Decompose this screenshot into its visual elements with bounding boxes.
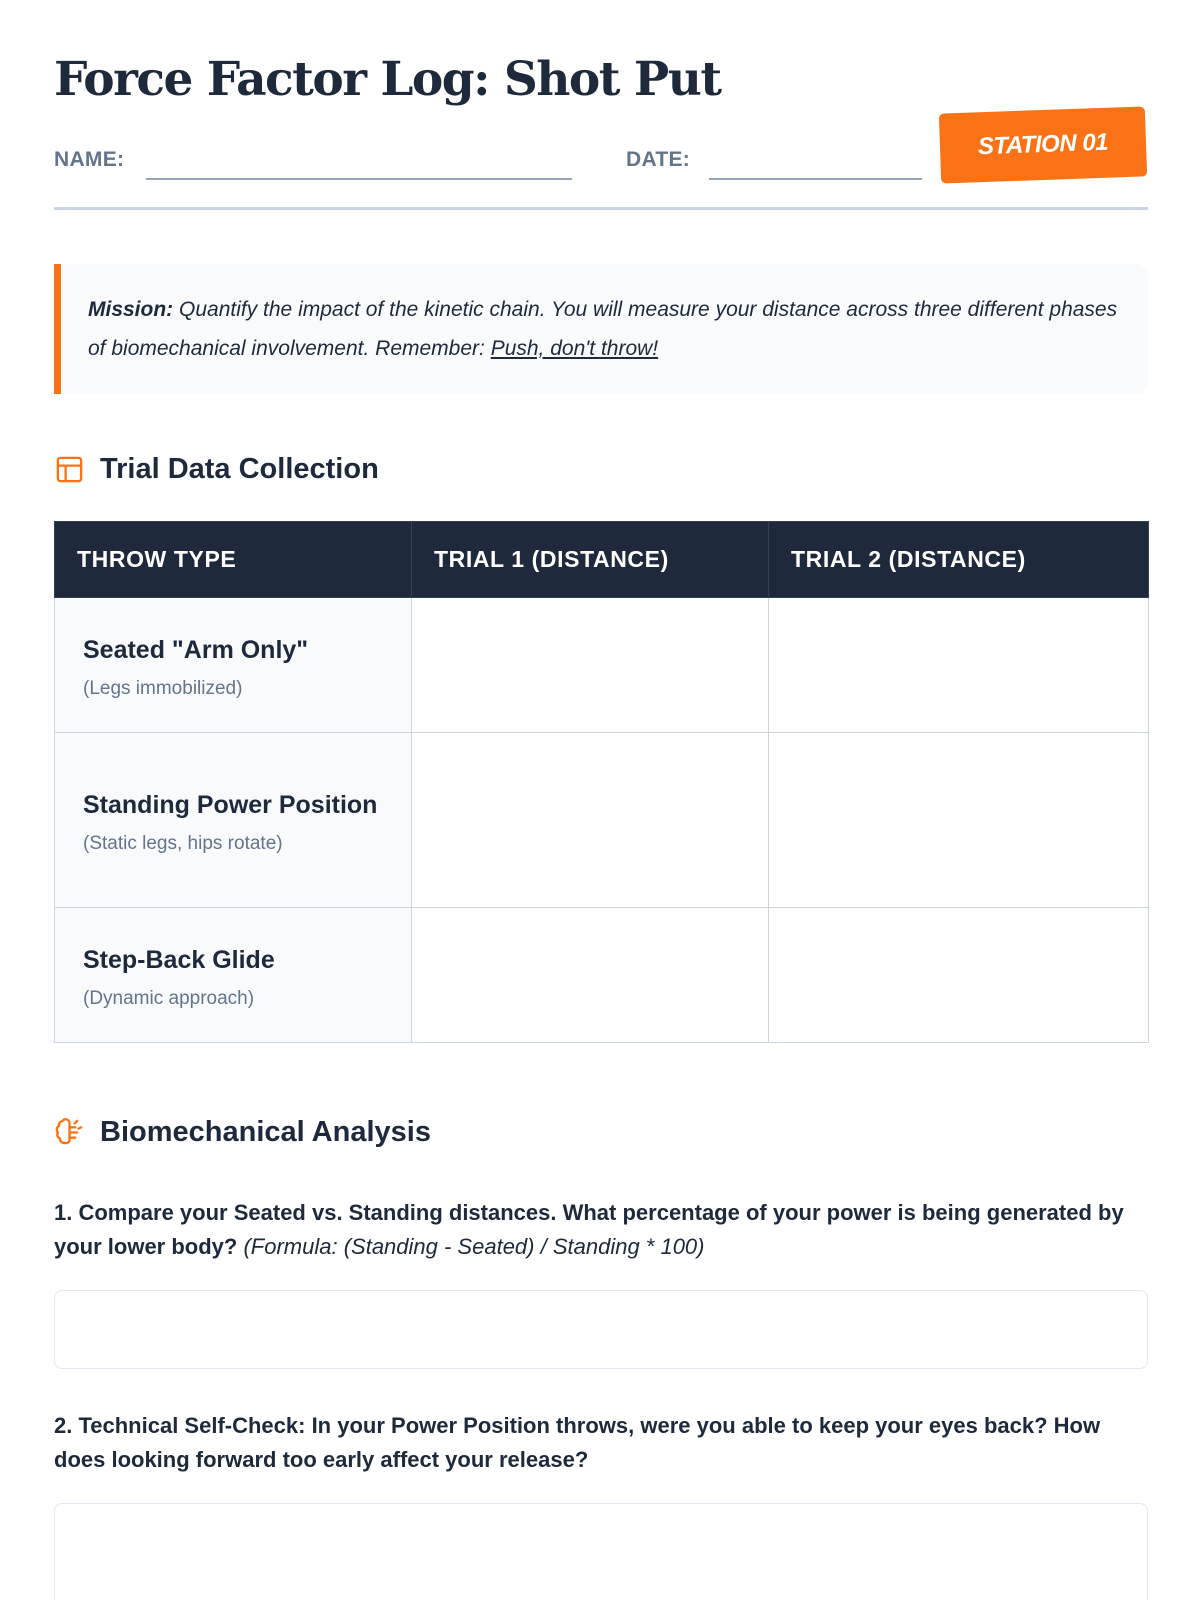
page-title: Force Factor Log: Shot Put [54, 52, 721, 107]
brain-icon [54, 1117, 85, 1148]
question-1 [54, 1196, 1148, 1264]
table-row [55, 908, 1149, 1043]
throw-type-cell [55, 908, 412, 1043]
mission-text: Quantify the impact of the kinetic chain. You will measure your distance across three different phases of biomechanical involvement. Remember: [88, 298, 1118, 360]
trial-2-cell[interactable] [769, 733, 1149, 908]
throw-type-name: Standing Power Position [83, 791, 378, 819]
table-row [55, 598, 1149, 733]
table-icon [54, 454, 85, 485]
header-divider [54, 207, 1148, 210]
name-label: NAME: [54, 148, 125, 171]
trial-section-title: Trial Data Collection [100, 453, 379, 485]
station-badge: STATION 01 [939, 106, 1147, 183]
question-2-text: 2. Technical Self-Check: In your Power Position throws, were you able to keep your eyes back? How does looking forward too early affect your release? [54, 1413, 1101, 1472]
trial-section-header [54, 453, 379, 486]
trial-2-cell[interactable] [769, 908, 1149, 1043]
answer-box-1[interactable] [54, 1290, 1148, 1369]
date-input-line[interactable] [709, 178, 922, 180]
throw-type-name: Step-Back Glide [83, 946, 275, 974]
throw-type-cell [55, 598, 412, 733]
mission-emphasis: Push, don't throw! [490, 337, 659, 360]
throw-type-note: (Legs immobilized) [83, 678, 243, 699]
question-2 [54, 1409, 1148, 1477]
name-input-line[interactable] [146, 178, 572, 180]
trial-1-cell[interactable] [412, 733, 769, 908]
table-row [55, 733, 1149, 908]
mission-callout [54, 264, 1148, 394]
date-label: DATE: [626, 148, 691, 171]
trial-2-cell[interactable] [769, 598, 1149, 733]
analysis-section-header [54, 1116, 431, 1149]
question-1-formula: (Formula: (Standing - Seated) / Standing * 100) [243, 1234, 705, 1259]
column-header-throw-type: THROW TYPE [55, 522, 412, 598]
throw-type-note: (Static legs, hips rotate) [83, 833, 283, 854]
column-header-trial-1: TRIAL 1 (DISTANCE) [412, 522, 769, 598]
mission-lead: Mission: [88, 298, 174, 321]
trial-1-cell[interactable] [412, 598, 769, 733]
throw-type-name: Seated "Arm Only" [83, 636, 309, 664]
trial-1-cell[interactable] [412, 908, 769, 1043]
throw-type-cell [55, 733, 412, 908]
table-header-row [55, 522, 1149, 598]
column-header-trial-2: TRIAL 2 (DISTANCE) [769, 522, 1149, 598]
answer-box-2[interactable] [54, 1503, 1148, 1600]
trial-data-table [54, 521, 1149, 1043]
question-1-text: 1. Compare your Seated vs. Standing distances. What percentage of your power is being generated by your lower body? [54, 1200, 1124, 1259]
throw-type-note: (Dynamic approach) [83, 988, 255, 1009]
analysis-section-title: Biomechanical Analysis [100, 1116, 431, 1148]
